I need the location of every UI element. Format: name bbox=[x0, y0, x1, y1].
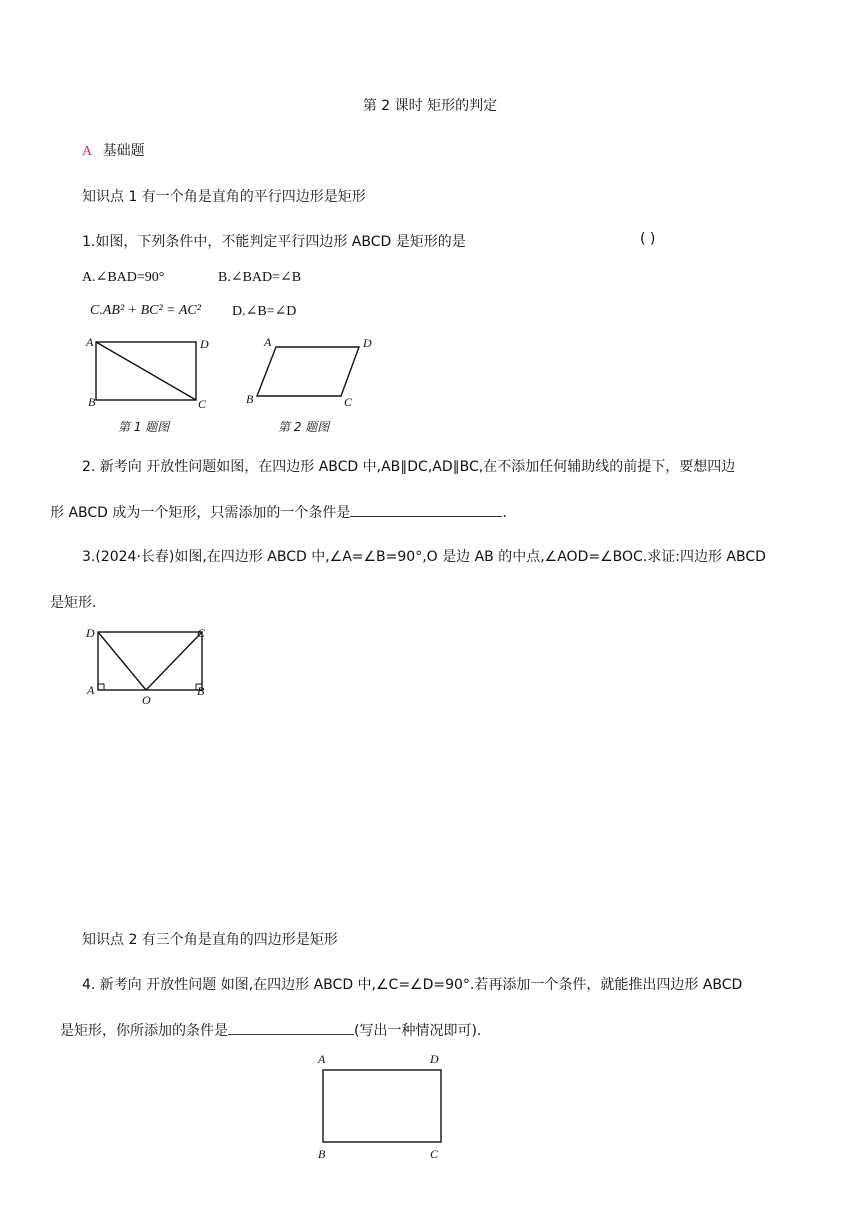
fig1-label-b: B bbox=[88, 395, 96, 409]
figure-3 bbox=[84, 624, 214, 708]
section-title: 基础题 bbox=[102, 143, 145, 159]
answer-blank-2[interactable] bbox=[350, 502, 502, 517]
fig3-segment-do bbox=[98, 632, 146, 690]
fig4-rectangle bbox=[323, 1070, 441, 1142]
fig4-label-a: A bbox=[318, 1052, 326, 1066]
question-4-line-1: 4. 新考向 开放性问题 如图,在四边形 ABCD 中,∠C=∠D=90°.若再添加一个条件，就能推出四边形 ABCD bbox=[82, 977, 743, 993]
option-c: C.AB² + BC² = AC² bbox=[90, 303, 201, 318]
fig3-label-c: C bbox=[197, 626, 206, 640]
question-4-text: 是矩形，你所添加的条件是 bbox=[60, 1023, 228, 1039]
knowledge-point-1: 知识点 1 有一个角是直角的平行四边形是矩形 bbox=[82, 189, 366, 205]
answer-blank-4[interactable] bbox=[228, 1020, 354, 1035]
question-2-line-2 bbox=[50, 502, 507, 522]
fig1-diagonal-ac bbox=[96, 342, 196, 400]
fig2-label-a: A bbox=[264, 335, 272, 349]
fig3-label-o: O bbox=[142, 693, 151, 707]
question-2-text: 形 ABCD 成为一个矩形，只需添加的一个条件是 bbox=[50, 505, 351, 521]
question-4-line-2 bbox=[60, 1020, 481, 1040]
section-a-heading bbox=[82, 140, 145, 160]
fig3-rectangle bbox=[98, 632, 202, 690]
fig2-caption: 第 2 题图 bbox=[278, 420, 330, 434]
question-3-line-1: 3.(2024·长春)如图,在四边形 ABCD 中,∠A=∠B=90°,O 是边 AB 的中点,∠AOD=∠BOC.求证:四边形 ABCD bbox=[82, 549, 766, 565]
question-1-stem: 1.如图，下列条件中，不能判定平行四边形 ABCD 是矩形的是 bbox=[82, 234, 466, 250]
question-3-line-2: 是矩形. bbox=[50, 595, 97, 611]
option-a: A.∠BAD=90° bbox=[82, 270, 165, 285]
fig3-label-b: B bbox=[197, 684, 205, 698]
fig1-label-c: C bbox=[198, 397, 207, 411]
page-title: 第 2 课时 矩形的判定 bbox=[362, 98, 498, 114]
fig2-label-d: D bbox=[363, 336, 372, 350]
fig3-label-a: A bbox=[87, 683, 95, 697]
fig1-label-a: A bbox=[86, 335, 94, 349]
question-2-line-1: 2. 新考向 开放性问题如图，在四边形 ABCD 中,AB∥DC,AD∥BC,在不添加任何辅助线的前提下，要想四边 bbox=[82, 459, 736, 475]
fig3-segment-co bbox=[146, 632, 202, 690]
fig4-label-d: D bbox=[430, 1052, 439, 1066]
question-4-hint: (写出一种情况即可). bbox=[354, 1023, 482, 1039]
figure-1 bbox=[84, 334, 214, 434]
fig3-label-d: D bbox=[86, 626, 95, 640]
figure-4 bbox=[316, 1050, 452, 1162]
option-b: B.∠BAD=∠B bbox=[218, 270, 302, 285]
question-2-period: . bbox=[502, 505, 507, 521]
fig2-label-b: B bbox=[246, 392, 254, 406]
fig2-label-c: C bbox=[344, 395, 353, 409]
knowledge-point-2: 知识点 2 有三个角是直角的四边形是矩形 bbox=[82, 932, 338, 948]
fig1-label-d: D bbox=[200, 337, 209, 351]
fig4-label-c: C bbox=[430, 1147, 439, 1161]
fig4-label-b: B bbox=[318, 1147, 326, 1161]
question-1-answer-paren: ( ) bbox=[640, 231, 656, 247]
fig2-parallelogram bbox=[257, 347, 359, 396]
option-d: D.∠B=∠D bbox=[232, 304, 297, 319]
fig3-right-angle-a bbox=[98, 684, 104, 690]
section-letter: A bbox=[82, 144, 93, 159]
fig1-caption: 第 1 题图 bbox=[118, 420, 170, 434]
figure-2 bbox=[244, 334, 384, 434]
